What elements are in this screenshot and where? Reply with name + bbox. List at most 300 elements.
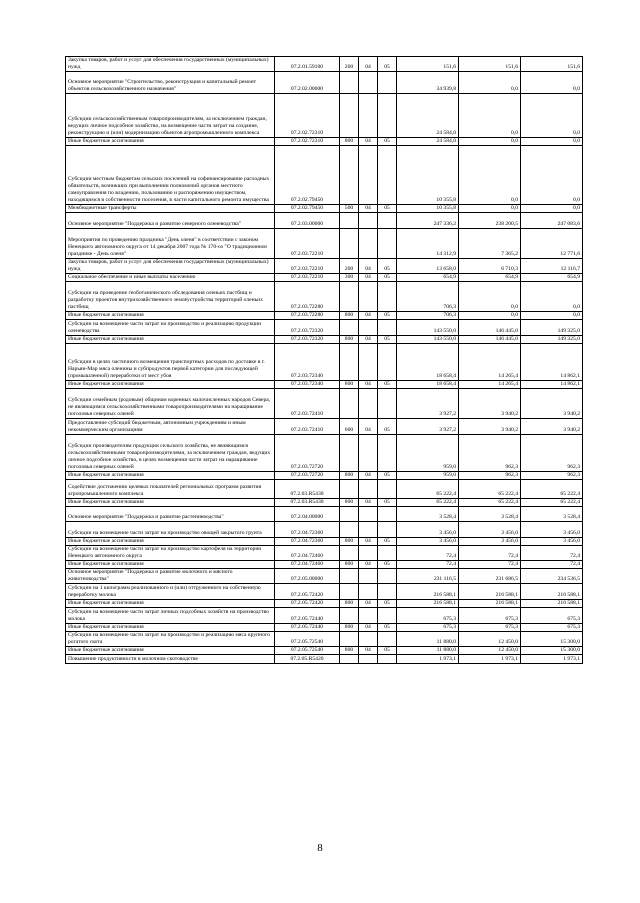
table-row	[66, 472, 583, 480]
row-section: 04	[359, 57, 378, 72]
table-row	[66, 205, 583, 213]
table-row	[66, 419, 583, 435]
row-subsection	[378, 546, 397, 561]
row-name: Субсидии на возмещение части затрат на производство овощей закрытого грунта	[66, 522, 275, 538]
table-row	[66, 229, 583, 259]
row-code: 07.2.03.72280	[275, 312, 340, 320]
row-amount-year-1: 10 355,8	[397, 205, 459, 213]
row-amount-year-1: 72,4	[397, 561, 459, 569]
row-code: 07.2.03.R5430	[275, 480, 340, 499]
row-amount-year-2: 0,0	[459, 146, 521, 205]
row-code: 07.2.05.72540	[275, 632, 340, 647]
row-amount-year-1: 10 355,8	[397, 146, 459, 205]
table-row	[66, 632, 583, 647]
row-section	[359, 213, 378, 229]
row-amount-year-2: 72,4	[459, 546, 521, 561]
row-subsection	[378, 435, 397, 472]
row-amount-year-2: 0,0	[459, 138, 521, 146]
row-amount-year-1: 143 550,0	[397, 336, 459, 344]
row-amount-year-3: 216 588,1	[521, 600, 583, 608]
row-subsection	[378, 146, 397, 205]
row-section: 04	[359, 499, 378, 507]
row-section	[359, 344, 378, 381]
row-amount-year-1: 18 658,4	[397, 344, 459, 381]
row-amount-year-2: 238 200,5	[459, 213, 521, 229]
row-expense-type: 800	[340, 647, 359, 655]
row-subsection: 05	[378, 538, 397, 546]
row-amount-year-1: 247 336,2	[397, 213, 459, 229]
row-code: 07.2.03.72210	[275, 259, 340, 274]
row-expense-type	[340, 569, 359, 584]
row-code: 07.2.03.72340	[275, 344, 340, 381]
row-section	[359, 632, 378, 647]
row-subsection: 05	[378, 312, 397, 320]
row-amount-year-1: 3 927,2	[397, 389, 459, 419]
table-row	[66, 522, 583, 538]
row-section	[359, 320, 378, 336]
row-amount-year-2: 675,3	[459, 608, 521, 624]
row-amount-year-1: 24 584,0	[397, 94, 459, 138]
row-amount-year-1: 34 939,8	[397, 72, 459, 94]
row-subsection	[378, 389, 397, 419]
row-section: 04	[359, 624, 378, 632]
row-amount-year-2: 151,6	[459, 57, 521, 72]
row-amount-year-2: 0,0	[459, 312, 521, 320]
table-row	[66, 94, 583, 138]
row-expense-type	[340, 632, 359, 647]
row-amount-year-1: 216 588,1	[397, 584, 459, 600]
row-code: 07.2.05.00000	[275, 569, 340, 584]
row-section: 04	[359, 472, 378, 480]
row-code: 07.2.03.72210	[275, 274, 340, 282]
row-subsection: 05	[378, 600, 397, 608]
row-section	[359, 146, 378, 205]
row-name: Субсидии семейным (родовым) общинам коренных малочисленных народов Севера, не являющимся сельскохозяйственными товаропроизводителями на наращивание поголовья северных оленей	[66, 389, 275, 419]
row-amount-year-3: 0,0	[521, 312, 583, 320]
row-subsection	[378, 584, 397, 600]
row-subsection	[378, 480, 397, 499]
row-section	[359, 569, 378, 584]
row-subsection	[378, 655, 397, 664]
row-name: Иные бюджетные ассигнования	[66, 138, 275, 146]
row-amount-year-3: 962,3	[521, 435, 583, 472]
row-amount-year-2: 3 940,2	[459, 419, 521, 435]
row-subsection	[378, 320, 397, 336]
row-name: Основное мероприятие "Поддержка и развитие растениеводства"	[66, 507, 275, 522]
row-name: Иные бюджетные ассигнования	[66, 561, 275, 569]
row-name: Иные бюджетные ассигнования	[66, 624, 275, 632]
row-section	[359, 229, 378, 259]
row-expense-type: 500	[340, 205, 359, 213]
row-expense-type	[340, 320, 359, 336]
row-amount-year-3: 0,0	[521, 72, 583, 94]
row-subsection	[378, 608, 397, 624]
row-amount-year-2: 0,0	[459, 282, 521, 312]
row-name: Иные бюджетные ассигнования	[66, 647, 275, 655]
table-row	[66, 57, 583, 72]
row-name: Содействие достижению целевых показателей региональных программ развития агропромышленного комплекса	[66, 480, 275, 499]
row-amount-year-2: 962,3	[459, 472, 521, 480]
table-row	[66, 480, 583, 499]
row-section: 04	[359, 381, 378, 389]
row-amount-year-3: 72,4	[521, 546, 583, 561]
row-amount-year-2: 962,3	[459, 435, 521, 472]
row-subsection	[378, 229, 397, 259]
row-name: Иные бюджетные ассигнования	[66, 336, 275, 344]
row-amount-year-2: 14 265,4	[459, 381, 521, 389]
row-amount-year-2: 12 450,0	[459, 647, 521, 655]
row-subsection	[378, 213, 397, 229]
row-amount-year-3: 216 588,1	[521, 584, 583, 600]
row-amount-year-2: 0,0	[459, 205, 521, 213]
row-name: Иные бюджетные ассигнования	[66, 312, 275, 320]
row-section	[359, 608, 378, 624]
row-amount-year-2: 72,4	[459, 561, 521, 569]
row-expense-type: 800	[340, 381, 359, 389]
table-row	[66, 499, 583, 507]
table-row	[66, 320, 583, 336]
row-amount-year-2: 65 222,4	[459, 480, 521, 499]
row-code: 07.2.04.72360	[275, 538, 340, 546]
row-subsection: 05	[378, 274, 397, 282]
row-code: 07.2.05.72440	[275, 608, 340, 624]
table-row	[66, 624, 583, 632]
row-amount-year-3: 0,0	[521, 205, 583, 213]
row-subsection: 05	[378, 647, 397, 655]
row-code: 07.2.02.79450	[275, 146, 340, 205]
row-amount-year-1: 959,0	[397, 435, 459, 472]
row-name: Иные бюджетные ассигнования	[66, 600, 275, 608]
row-section	[359, 584, 378, 600]
row-expense-type: 800	[340, 561, 359, 569]
row-expense-type	[340, 389, 359, 419]
table-row	[66, 647, 583, 655]
row-subsection: 05	[378, 561, 397, 569]
table-row	[66, 381, 583, 389]
row-expense-type: 800	[340, 312, 359, 320]
row-expense-type	[340, 72, 359, 94]
row-expense-type	[340, 94, 359, 138]
row-amount-year-3: 12 771,6	[521, 229, 583, 259]
row-expense-type: 800	[340, 499, 359, 507]
row-name: Субсидии на возмещение части затрат на производство и реализацию продукции оленеводства	[66, 320, 275, 336]
row-expense-type: 300	[340, 274, 359, 282]
table-row	[66, 435, 583, 472]
table-row	[66, 655, 583, 664]
row-code: 07.2.05.72420	[275, 600, 340, 608]
row-subsection	[378, 94, 397, 138]
row-amount-year-3: 0,0	[521, 146, 583, 205]
table-row	[66, 546, 583, 561]
row-amount-year-3: 1 973,1	[521, 655, 583, 664]
row-subsection: 05	[378, 472, 397, 480]
row-name: Мероприятия по проведению праздника "День оленя" в соответствии с законом Ненецкого автономного округа от 14 декабря 2007 года № 170-оз "О традиционном празднике - День оленя"	[66, 229, 275, 259]
row-expense-type	[340, 344, 359, 381]
row-name: Межбюджетные трансферты	[66, 205, 275, 213]
row-name: Основное мероприятие "Поддержка и развитие молочного и мясного животноводства"	[66, 569, 275, 584]
row-subsection: 05	[378, 205, 397, 213]
row-amount-year-2: 216 588,1	[459, 600, 521, 608]
row-code: 07.2.02.72310	[275, 138, 340, 146]
row-amount-year-3: 0,0	[521, 94, 583, 138]
row-code: 07.2.04.72460	[275, 561, 340, 569]
table-row	[66, 584, 583, 600]
row-amount-year-3: 65 222,4	[521, 480, 583, 499]
row-name: Иные бюджетные ассигнования	[66, 538, 275, 546]
row-amount-year-1: 231 116,5	[397, 569, 459, 584]
row-amount-year-2: 3 528,4	[459, 507, 521, 522]
row-amount-year-3: 675,3	[521, 624, 583, 632]
row-expense-type: 800	[340, 336, 359, 344]
row-name: Субсидии на 1 килограмм реализованного и (или) отгруженного на собственную переработку молока	[66, 584, 275, 600]
row-amount-year-3: 15 300,0	[521, 632, 583, 647]
row-name: Иные бюджетные ассигнования	[66, 472, 275, 480]
table-row	[66, 336, 583, 344]
row-code: 07.2.03.00000	[275, 213, 340, 229]
row-amount-year-3: 0,0	[521, 282, 583, 312]
row-expense-type	[340, 282, 359, 312]
row-amount-year-2: 3 940,2	[459, 389, 521, 419]
row-name: Субсидии на возмещение части затрат на производство картофеля на территории Ненецкого автономного округа	[66, 546, 275, 561]
row-amount-year-2: 1 973,1	[459, 655, 521, 664]
table-row	[66, 213, 583, 229]
row-expense-type	[340, 507, 359, 522]
row-amount-year-3: 14 862,1	[521, 381, 583, 389]
row-code: 07.2.03.R5430	[275, 499, 340, 507]
row-code: 07.2.03.72340	[275, 381, 340, 389]
row-subsection: 05	[378, 419, 397, 435]
row-subsection	[378, 72, 397, 94]
row-name: Предоставление субсидий бюджетным, автономным учреждениям и иным некоммерческим организациям	[66, 419, 275, 435]
row-section	[359, 655, 378, 664]
budget-table	[65, 56, 583, 664]
row-section	[359, 480, 378, 499]
row-section	[359, 546, 378, 561]
row-amount-year-3: 3 456,0	[521, 522, 583, 538]
row-amount-year-1: 72,4	[397, 546, 459, 561]
row-amount-year-3: 247 083,6	[521, 213, 583, 229]
row-amount-year-1: 706,3	[397, 312, 459, 320]
row-subsection: 05	[378, 336, 397, 344]
row-section: 04	[359, 538, 378, 546]
row-code: 07.2.03.72720	[275, 435, 340, 472]
row-amount-year-2: 231 686,5	[459, 569, 521, 584]
row-expense-type	[340, 480, 359, 499]
row-expense-type	[340, 146, 359, 205]
table-row	[66, 312, 583, 320]
row-amount-year-1: 18 658,4	[397, 381, 459, 389]
table-row	[66, 538, 583, 546]
row-subsection: 05	[378, 499, 397, 507]
row-expense-type: 800	[340, 138, 359, 146]
row-amount-year-2: 6 710,3	[459, 259, 521, 274]
row-amount-year-1: 654,9	[397, 274, 459, 282]
table-row	[66, 274, 583, 282]
row-amount-year-3: 0,0	[521, 138, 583, 146]
row-expense-type	[340, 213, 359, 229]
row-amount-year-1: 65 222,4	[397, 499, 459, 507]
table-row	[66, 138, 583, 146]
row-subsection: 05	[378, 57, 397, 72]
row-code: 07.2.02.79450	[275, 205, 340, 213]
row-amount-year-3: 3 528,4	[521, 507, 583, 522]
row-section: 04	[359, 205, 378, 213]
row-code: 07.2.01.59100	[275, 57, 340, 72]
row-section: 04	[359, 336, 378, 344]
row-amount-year-2: 216 588,1	[459, 584, 521, 600]
row-code: 07.2.04.00000	[275, 507, 340, 522]
row-expense-type: 200	[340, 259, 359, 274]
row-section	[359, 72, 378, 94]
row-section	[359, 522, 378, 538]
row-code: 07.2.05.72440	[275, 624, 340, 632]
row-expense-type	[340, 584, 359, 600]
row-amount-year-1: 3 456,0	[397, 538, 459, 546]
row-name: Субсидии местным бюджетам сельских поселений на софинансирование расходных обязательств, возникших при выполнении полномочий органов местного самоуправления по владению, пользованию и распоряжению имуществом, находящимся в собственности поселения, в части капитального ремонта имущества	[66, 146, 275, 205]
table-row	[66, 282, 583, 312]
row-section: 04	[359, 647, 378, 655]
row-subsection	[378, 282, 397, 312]
row-amount-year-1: 65 222,4	[397, 480, 459, 499]
row-name: Субсидии на возмещение части затрат на производство и реализацию мяса крупного рогатого скота	[66, 632, 275, 647]
row-amount-year-2: 7 365,2	[459, 229, 521, 259]
row-subsection	[378, 522, 397, 538]
row-section: 04	[359, 312, 378, 320]
row-amount-year-1: 706,3	[397, 282, 459, 312]
table-row	[66, 507, 583, 522]
row-amount-year-2: 3 456,0	[459, 538, 521, 546]
row-section: 04	[359, 561, 378, 569]
row-section: 04	[359, 259, 378, 274]
row-subsection	[378, 344, 397, 381]
row-amount-year-3: 15 300,0	[521, 647, 583, 655]
row-name: Иные бюджетные ассигнования	[66, 499, 275, 507]
row-amount-year-1: 143 550,0	[397, 320, 459, 336]
row-expense-type: 200	[340, 57, 359, 72]
row-amount-year-2: 0,0	[459, 94, 521, 138]
row-name: Субсидии производителям продукции сельского хозяйства, не являющимся сельскохозяйственными товаропроизводителями, за исключением граждан, ведущих личное подсобное хозяйство, в целях возмещения части затрат на наращивание поголовья северных оленей	[66, 435, 275, 472]
row-amount-year-1: 11 880,0	[397, 647, 459, 655]
row-name: Субсидии в целях частичного возмещения транспортных расходов по доставке в г. Нарьян-Мар мяса оленины и субпродуктов первой категории для последующей (промышленной) переработки от мест убоя	[66, 344, 275, 381]
table-row	[66, 259, 583, 274]
table-row	[66, 561, 583, 569]
row-expense-type: 600	[340, 419, 359, 435]
row-amount-year-1: 959,0	[397, 472, 459, 480]
table-row	[66, 389, 583, 419]
row-amount-year-3: 14 862,1	[521, 344, 583, 381]
row-expense-type: 800	[340, 538, 359, 546]
row-amount-year-3: 3 456,0	[521, 538, 583, 546]
row-code: 07.2.04.72360	[275, 522, 340, 538]
row-amount-year-2: 146 445,0	[459, 320, 521, 336]
row-name: Иные бюджетные ассигнования	[66, 381, 275, 389]
row-code: 07.2.05.72540	[275, 647, 340, 655]
row-code: 07.2.03.72320	[275, 336, 340, 344]
row-name: Социальное обеспечение и иные выплаты населению	[66, 274, 275, 282]
row-section	[359, 389, 378, 419]
row-expense-type	[340, 522, 359, 538]
row-amount-year-3: 3 940,2	[521, 389, 583, 419]
row-expense-type	[340, 608, 359, 624]
page-number: 8	[317, 842, 323, 854]
row-amount-year-2: 675,3	[459, 624, 521, 632]
row-amount-year-3: 151,6	[521, 57, 583, 72]
row-amount-year-1: 216 588,1	[397, 600, 459, 608]
row-code: 07.2.03.72410	[275, 419, 340, 435]
row-amount-year-1: 14 312,9	[397, 229, 459, 259]
row-expense-type	[340, 546, 359, 561]
row-expense-type	[340, 655, 359, 664]
row-amount-year-1: 151,6	[397, 57, 459, 72]
table-row	[66, 569, 583, 584]
row-amount-year-2: 146 445,0	[459, 336, 521, 344]
row-name: Закупка товаров, работ и услуг для обеспечения государственных (муниципальных) нужд	[66, 259, 275, 274]
row-amount-year-3: 962,3	[521, 472, 583, 480]
row-code: 07.2.03.72720	[275, 472, 340, 480]
row-amount-year-1: 3 927,2	[397, 419, 459, 435]
row-amount-year-2: 0,0	[459, 72, 521, 94]
row-amount-year-2: 14 265,4	[459, 344, 521, 381]
row-name: Субсидии на возмещение части затрат личных подсобных хозяйств на производство молока	[66, 608, 275, 624]
table-row	[66, 146, 583, 205]
row-code: 07.2.05.R5420	[275, 655, 340, 664]
row-code: 07.2.02.00000	[275, 72, 340, 94]
row-code: 07.2.03.72210	[275, 229, 340, 259]
row-name: Закупка товаров, работ и услуг для обеспечения государственных (муниципальных) нужд	[66, 57, 275, 72]
row-subsection	[378, 632, 397, 647]
row-code: 07.2.03.72280	[275, 282, 340, 312]
table-row	[66, 72, 583, 94]
row-subsection: 05	[378, 381, 397, 389]
row-subsection: 05	[378, 259, 397, 274]
row-name: Субсидии сельскохозяйственным товаропроизводителям, за исключением граждан, ведущих личное подсобное хозяйство, на возмещение части затрат на создание, реконструкцию и (или) модернизацию объектов агропромышленного комплекса	[66, 94, 275, 138]
row-amount-year-3: 149 325,0	[521, 320, 583, 336]
row-amount-year-2: 65 222,4	[459, 499, 521, 507]
row-amount-year-2: 654,9	[459, 274, 521, 282]
row-section: 04	[359, 274, 378, 282]
row-expense-type: 800	[340, 624, 359, 632]
row-section: 04	[359, 600, 378, 608]
row-subsection: 05	[378, 138, 397, 146]
table-row	[66, 600, 583, 608]
row-code: 07.2.02.72310	[275, 94, 340, 138]
row-name: Повышение продуктивности в молочном скотоводстве	[66, 655, 275, 664]
row-section	[359, 94, 378, 138]
row-code: 07.2.03.72320	[275, 320, 340, 336]
row-amount-year-2: 12 450,0	[459, 632, 521, 647]
row-amount-year-2: 3 456,0	[459, 522, 521, 538]
row-amount-year-3: 234 536,5	[521, 569, 583, 584]
row-amount-year-1: 1 973,1	[397, 655, 459, 664]
row-amount-year-3: 65 222,4	[521, 499, 583, 507]
row-section	[359, 507, 378, 522]
row-expense-type	[340, 229, 359, 259]
row-subsection	[378, 507, 397, 522]
row-name: Основное мероприятие "Строительство, реконструкция и капитальный ремонт объектов сельскохозяйственного назначения"	[66, 72, 275, 94]
table-row	[66, 344, 583, 381]
row-amount-year-1: 3 456,0	[397, 522, 459, 538]
row-amount-year-1: 675,3	[397, 608, 459, 624]
row-section: 04	[359, 419, 378, 435]
row-expense-type	[340, 435, 359, 472]
row-name: Субсидии на проведение геоботанического обследования оленьих пастбищ и разработку проектов внутрихозяйственного землеустройства территорий оленьих пастбищ	[66, 282, 275, 312]
row-amount-year-1: 24 584,0	[397, 138, 459, 146]
row-amount-year-3: 12 116,7	[521, 259, 583, 274]
row-section	[359, 435, 378, 472]
row-section: 04	[359, 138, 378, 146]
row-section	[359, 282, 378, 312]
row-expense-type: 800	[340, 472, 359, 480]
